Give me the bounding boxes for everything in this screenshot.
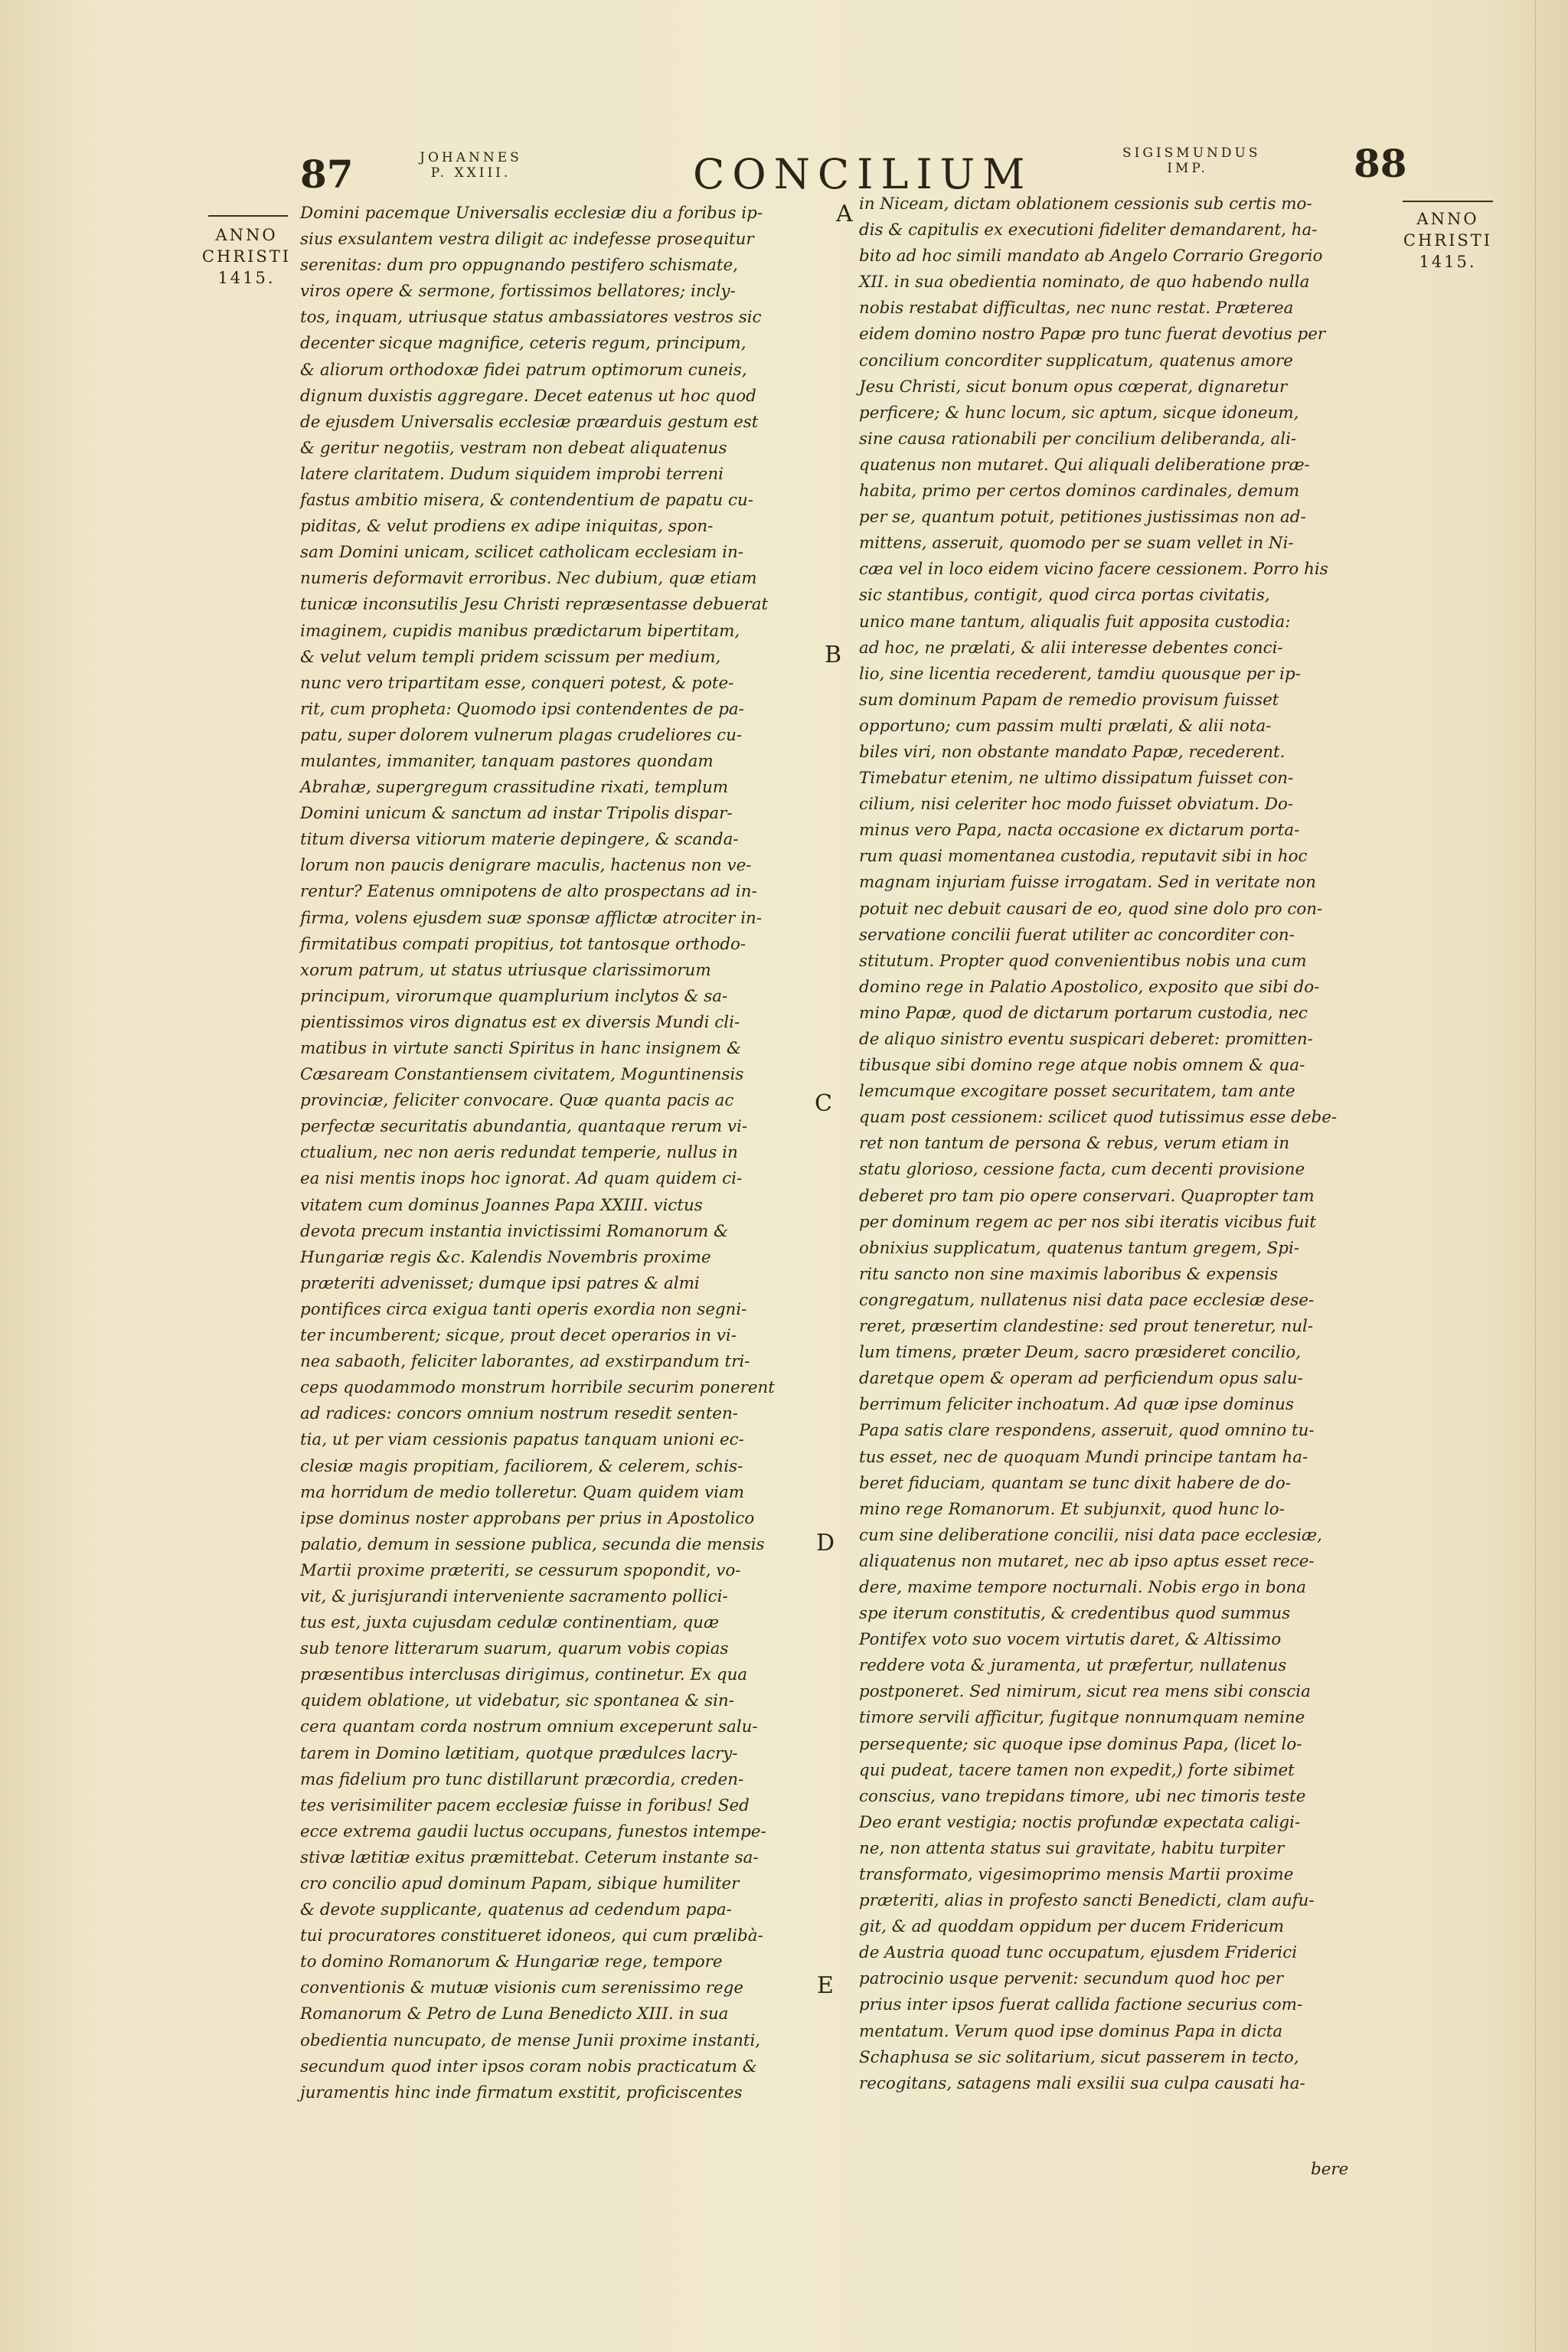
text-line: ea nisi mentis inops hoc ignorat. Ad quam quidem ci- <box>300 1169 743 1189</box>
running-head-line: SIGISMUNDUS <box>1122 145 1261 161</box>
text-line: patrocinio usque pervenit: secundum quod hoc per <box>859 1969 1284 1989</box>
text-line: ter incumberent; sicque, prout decet operarios in vi- <box>300 1326 737 1346</box>
text-line: ctualium, nec non aeris redundat temperie, nullus in <box>300 1143 738 1163</box>
text-line: Romanorum & Petro de Luna Benedicto XIII. in sua <box>300 2004 729 2024</box>
text-line: obnixius supplicatum, quatenus tantum gregem, Spi- <box>859 1238 1300 1258</box>
text-line: eidem domino nostro Papæ pro tunc fuerat devotius per <box>859 325 1326 345</box>
text-line: tia, ut per viam cessionis papatus tanquam unioni ec- <box>300 1430 744 1450</box>
text-line: quam post cessionem: scilicet quod tutissimus esse debe- <box>859 1108 1338 1128</box>
margin-note-line: CHRISTI <box>1403 231 1493 250</box>
text-line: devota precum instantia invictissimi Romanorum & <box>300 1221 729 1241</box>
section-letter-d: D <box>816 1530 835 1557</box>
text-line: piditas, & velut prodiens ex adipe iniquitas, spon- <box>300 517 714 537</box>
text-line: firmitatibus compati propitius, tot tantosque orthodo- <box>300 934 746 954</box>
left-page-number: 87 <box>300 152 354 197</box>
right-margin-year-note <box>1398 208 1498 273</box>
text-line: vit, & jurisjurandi interveniente sacramento pollici- <box>300 1586 728 1606</box>
text-line: Abrahæ, supergregum crassitudine rixati, templum <box>300 778 729 798</box>
text-line: beret fiduciam, quantam se tunc dixit habere de do- <box>859 1473 1291 1493</box>
text-line: dere, maxime tempore nocturnali. Nobis ergo in bona <box>859 1577 1307 1597</box>
text-line: & devote supplicante, quatenus ad cedendum papa- <box>300 1900 732 1920</box>
text-line: principum, virorumque quamplurium inclytos & sa- <box>300 986 728 1006</box>
text-line: xorum patrum, ut status utriusque clarissimorum <box>300 960 711 980</box>
text-line: nunc vero tripartitam esse, conqueri potest, & pote- <box>300 673 734 693</box>
margin-note-line: CHRISTI <box>201 247 292 266</box>
text-line: minus vero Papa, nacta occasione ex dictarum porta- <box>859 821 1300 841</box>
text-line: de Austria quoad tunc occupatum, ejusdem Friderici <box>859 1943 1298 1963</box>
text-line: magnam injuriam fuisse irrogatam. Sed in veritate non <box>859 873 1316 893</box>
text-line: sine causa rationabili per concilium deliberanda, ali- <box>859 429 1297 449</box>
section-letter-c: C <box>815 1090 832 1117</box>
text-line: tui procuratores constitueret idoneos, qui cum prælibà- <box>300 1926 763 1946</box>
text-line: tunicæ inconsutilis Jesu Christi repræsentasse debuerat <box>300 595 769 615</box>
text-line: ma horridum de medio tolleretur. Quam quidem viam <box>300 1482 745 1502</box>
text-line: Domini pacemque Universalis ecclesiæ diu a foribus ip- <box>300 204 763 223</box>
text-line: unico mane tantum, aliqualis fuit apposita custodia: <box>859 612 1291 632</box>
text-line: ne, non attenta status sui gravitate, habitu turpiter <box>859 1838 1285 1858</box>
right-margin-rule <box>1403 201 1493 202</box>
text-line: latere claritatem. Dudum siquidem improbi terreni <box>300 464 724 484</box>
text-line: fastus ambitio misera, & contendentium de papatu cu- <box>300 491 753 511</box>
text-line: cera quantam corda nostrum omnium exceperunt salu- <box>300 1717 758 1737</box>
text-line: cilium, nisi celeriter hoc modo fuisset obviatum. Do- <box>859 795 1294 815</box>
text-line: præteriti, alias in profesto sancti Benedicti, clam aufu- <box>859 1891 1315 1911</box>
text-line: mino rege Romanorum. Et subjunxit, quod hunc lo- <box>859 1499 1285 1519</box>
left-margin-year-note <box>201 224 292 289</box>
text-line: berrimum feliciter inchoatum. Ad quæ ipse dominus <box>859 1395 1294 1415</box>
text-line: firma, volens ejusdem suæ sponsæ afflictæ atrociter in- <box>300 908 763 928</box>
text-line: mentatum. Verum quod ipse dominus Papa in dicta <box>859 2021 1283 2041</box>
text-line: sius exsulantem vestra diligit ac indefesse prosequitur <box>300 230 754 250</box>
margin-note-line: 1415. <box>1419 253 1477 271</box>
text-line: ret non tantum de persona & rebus, verum etiam in <box>859 1134 1290 1154</box>
text-line: to domino Romanorum & Hungariæ rege, tempore <box>300 1952 723 1972</box>
text-line: dignum duxistis aggregare. Decet eatenus ut hoc quod <box>300 386 756 406</box>
text-line: & velut velum templi pridem scissum per medium, <box>300 647 721 667</box>
text-line: sub tenore litterarum suarum, quarum vobis copias <box>300 1639 729 1659</box>
margin-note-line: ANNO <box>1416 210 1479 228</box>
text-line: mulantes, immaniter, tanquam pastores quondam <box>300 751 714 771</box>
text-line: lorum non paucis denigrare maculis, hactenus non ve- <box>300 856 752 876</box>
text-line: tos, inquam, utriusque status ambassiatores vestros sic <box>300 308 762 328</box>
text-line: Cæsaream Constantiensem civitatem, Moguntinensis <box>300 1065 744 1085</box>
text-line: clesiæ magis propitiam, faciliorem, & celerem, schis- <box>300 1456 743 1476</box>
text-line: prius inter ipsos fuerat callida factione securius com- <box>859 1995 1303 2015</box>
text-line: rentur? Eatenus omnipotens de alto prospectans ad in- <box>300 882 757 902</box>
text-line: & geritur negotiis, vestram non debeat aliquatenus <box>300 438 727 458</box>
text-line: XII. in sua obedientia nominato, de quo habendo nulla <box>859 273 1310 292</box>
text-line: de ejusdem Universalis ecclesiæ præarduis gestum est <box>300 412 759 432</box>
text-line: Pontifex voto suo vocem virtutis daret, & Altissimo <box>859 1630 1282 1650</box>
text-line: & aliorum orthodoxæ fidei patrum optimorum cuneis, <box>300 360 747 380</box>
text-line: conventionis & mutuæ visionis cum serenissimo rege <box>300 1978 744 1998</box>
text-line: præsentibus interclusas dirigimus, continetur. Ex qua <box>300 1665 748 1685</box>
section-letter-e: E <box>817 1972 834 1999</box>
text-line: domino rege in Palatio Apostolico, exposito que sibi do- <box>859 977 1320 997</box>
text-line: vitatem cum dominus Joannes Papa XXIII. victus <box>300 1195 703 1215</box>
text-line: lio, sine licentia recederent, tamdiu quousque per ip- <box>859 664 1301 684</box>
text-line: provinciæ, feliciter convocare. Quæ quanta pacis ac <box>300 1091 734 1111</box>
text-line: stivæ lætitiæ exitus præmittebat. Ceterum instante sa- <box>300 1847 759 1867</box>
text-line: sam Domini unicam, scilicet catholicam ecclesiam in- <box>300 543 744 563</box>
text-line: tus est, juxta cujusdam cedulæ continentiam, quæ <box>300 1613 720 1633</box>
text-line: matibus in virtute sancti Spiritus in hanc insignem & <box>300 1039 742 1058</box>
text-line: tarem in Domino lætitiam, quotque prædulces lacry- <box>300 1743 738 1763</box>
text-line: qui pudeat, tacere tamen non expedit,) forte sibimet <box>859 1760 1295 1780</box>
text-line: juramentis hinc inde firmatum exstitit, proficiscentes <box>300 2082 743 2102</box>
text-line: imaginem, cupidis manibus prædictarum bipertitam, <box>300 621 740 641</box>
text-line: lum timens, præter Deum, sacro præsideret concilio, <box>859 1343 1302 1363</box>
text-line: perfectæ securitatis abundantia, quantaque rerum vi- <box>300 1117 748 1137</box>
text-line: git, & ad quoddam oppidum per ducem Fridericum <box>859 1917 1284 1937</box>
margin-note-line: 1415. <box>217 269 276 287</box>
text-line: persequente; sic quoque ipse dominus Papa, (licet lo- <box>859 1734 1302 1754</box>
text-line: mino Papæ, quod de dictarum portarum custodia, nec <box>859 1003 1308 1023</box>
text-line: habita, primo per certos dominos cardinales, demum <box>859 482 1300 501</box>
left-running-head <box>413 150 528 181</box>
text-line: aliquatenus non mutaret, nec ab ipso aptus esset rece- <box>859 1551 1315 1571</box>
page-title: CONCILIUM <box>693 150 1033 198</box>
text-line: dis & capitulis ex executioni fideliter demandarent, ha- <box>859 220 1318 240</box>
text-line: titum diversa vitiorum materie depingere, & scanda- <box>300 830 739 850</box>
text-line: in Niceam, dictam oblationem cessionis sub certis mo- <box>859 194 1312 214</box>
text-line: spe iterum constitutis, & credentibus quod summus <box>859 1604 1291 1624</box>
text-line: Domini unicum & sanctum ad instar Tripolis dispar- <box>300 804 733 824</box>
text-line: tus esset, nec de quoquam Mundi principe tantam ha- <box>859 1447 1308 1467</box>
text-line: statu glorioso, cessione facta, cum decenti provisione <box>859 1160 1305 1180</box>
running-head-line: IMP. <box>1167 161 1208 176</box>
text-line: mas fidelium pro tunc distillarunt præcordia, creden- <box>300 1769 744 1789</box>
text-line: reret, præsertim clandestine: sed prout teneretur, nul- <box>859 1317 1314 1337</box>
running-head-line: JOHANNES <box>420 150 522 165</box>
text-line: concilium concorditer supplicatum, quatenus amore <box>859 351 1293 371</box>
text-line: quidem oblatione, ut videbatur, sic spontanea & sin- <box>300 1691 734 1711</box>
text-line: cæa vel in loco eidem vicino facere cessionem. Porro his <box>859 560 1328 580</box>
text-line: obedientia nuncupato, de mense Junii proxime instanti, <box>300 2030 761 2050</box>
text-line: bito ad hoc simili mandato ab Angelo Corrario Gregorio <box>859 247 1323 266</box>
text-line: timore servili afficitur, fugitque nonnumquam nemine <box>859 1708 1305 1728</box>
text-line: ceps quodammodo monstrum horribile securim ponerent <box>300 1378 775 1398</box>
text-line: recogitans, satagens mali exsilii sua culpa causati ha- <box>859 2073 1305 2093</box>
text-line: de aliquo sinistro eventu suspicari deberet: promitten- <box>859 1030 1313 1049</box>
text-line: per dominum regem ac per nos sibi iteratis vicibus fuit <box>859 1212 1316 1232</box>
right-running-head <box>1122 145 1261 176</box>
left-margin-rule <box>208 215 288 217</box>
text-line: congregatum, nullatenus nisi data pace ecclesiæ dese- <box>859 1290 1315 1310</box>
text-line: lemcumque excogitare posset securitatem, tam ante <box>859 1082 1295 1102</box>
text-line: præteriti advenisset; dumque ipsi patres & almi <box>300 1273 700 1293</box>
running-head-line: P. XXIII. <box>430 165 511 181</box>
text-line: rum quasi momentanea custodia, reputavit sibi in hoc <box>859 847 1308 867</box>
text-line: Jesu Christi, sicut bonum opus cœperat, dignaretur <box>859 377 1288 397</box>
text-line: sic stantibus, contigit, quod circa portas civitatis, <box>859 586 1270 606</box>
section-letter-a: A <box>836 201 853 227</box>
text-line: potuit nec debuit causari de eo, quod sine dolo pro con- <box>859 899 1323 919</box>
right-page-number: 88 <box>1354 141 1407 186</box>
text-line: decenter sicque magnifice, ceteris regum, principum, <box>300 334 746 354</box>
catchword: bere <box>1311 2160 1349 2179</box>
text-line: ad hoc, ne prælati, & alii interesse debentes conci- <box>859 638 1283 658</box>
text-line: postponeret. Sed nimirum, sicut rea mens sibi conscia <box>859 1682 1311 1702</box>
text-line: mittens, asseruit, quomodo per se suam vellet in Ni- <box>859 534 1294 554</box>
text-line: nea sabaoth, feliciter laborantes, ad exstirpandum tri- <box>300 1352 750 1372</box>
text-line: cum sine deliberatione concilii, nisi data pace ecclesiæ, <box>859 1525 1322 1545</box>
text-line: daretque opem & operam ad perficiendum opus salu- <box>859 1369 1303 1389</box>
text-line: nobis restabat difficultas, nec nunc restat. Præterea <box>859 299 1294 318</box>
text-line: tes verisimiliter pacem ecclesiæ fuisse in foribus! Sed <box>300 1795 750 1815</box>
text-line: ecce extrema gaudii luctus occupans, funestos intempe- <box>300 1821 766 1841</box>
text-line: rit, cum propheta: Quomodo ipsi contendentes de pa- <box>300 699 744 719</box>
text-line: pontifices circa exigua tanti operis exordia non segni- <box>300 1299 747 1319</box>
text-line: sum dominum Papam de remedio provisum fuisset <box>859 690 1279 710</box>
text-line: Hungariæ regis &c. Kalendis Novembris proxime <box>300 1247 711 1267</box>
text-line: stitutum. Propter quod convenientibus nobis una cum <box>859 951 1307 971</box>
text-line: transformato, vigesimoprimo mensis Martii proxime <box>859 1865 1294 1884</box>
left-text-column <box>300 201 809 2106</box>
text-line: viros opere & sermone, fortissimos bellatores; incly- <box>300 282 736 302</box>
text-line: Papa satis clare respondens, asseruit, quod omnino tu- <box>859 1421 1315 1441</box>
text-line: per se, quantum potuit, petitiones justissimas non ad- <box>859 508 1306 528</box>
text-line: secundum quod inter ipsos coram nobis practicatum & <box>300 2056 757 2076</box>
text-line: ad radices: concors omnium nostrum resedit senten- <box>300 1404 738 1424</box>
text-line: Schaphusa se sic solitarium, sicut passerem in tecto, <box>859 2047 1299 2067</box>
text-line: servatione concilii fuerat utiliter ac concorditer con- <box>859 925 1295 945</box>
right-text-column <box>859 191 1395 2097</box>
text-line: Timebatur etenim, ne ultimo dissipatum fuisset con- <box>859 769 1294 789</box>
text-line: ipse dominus noster approbans per prius in Apostolico <box>300 1508 755 1528</box>
text-line: cro concilio apud dominum Papam, sibique humiliter <box>300 1874 740 1893</box>
text-line: opportuno; cum passim multi prælati, & alii nota- <box>859 716 1272 736</box>
text-line: tibusque sibi domino rege atque nobis omnem & qua- <box>859 1056 1305 1076</box>
text-line: perficere; & hunc locum, sic aptum, sicque idoneum, <box>859 403 1299 423</box>
text-line: quatenus non mutaret. Qui aliquali deliberatione præ- <box>859 455 1310 475</box>
text-line: palatio, demum in sessione publica, secunda die mensis <box>300 1534 765 1554</box>
page-edge <box>1535 0 1536 2352</box>
text-line: conscius, vano trepidans timore, ubi nec timoris teste <box>859 1786 1306 1806</box>
text-line: pientissimos viros dignatus est ex diversis Mundi cli- <box>300 1012 740 1032</box>
text-line: Martii proxime præteriti, se cessurum spopondit, vo- <box>300 1560 741 1580</box>
text-line: serenitas: dum pro oppugnando pestifero schismate, <box>300 256 738 276</box>
text-line: biles viri, non obstante mandato Papæ, recederent. <box>859 742 1285 762</box>
text-line: patu, super dolorem vulnerum plagas crudeliores cu- <box>300 725 743 745</box>
section-letter-b: B <box>825 642 842 668</box>
margin-note-line: ANNO <box>215 226 278 244</box>
text-line: reddere vota & juramenta, ut præfertur, nullatenus <box>859 1656 1287 1676</box>
text-line: Deo erant vestigia; noctis profundæ expectata caligi- <box>859 1812 1301 1832</box>
text-line: deberet pro tam pio opere conservari. Quapropter tam <box>859 1186 1315 1206</box>
text-line: numeris deformavit erroribus. Nec dubium, quæ etiam <box>300 569 757 589</box>
text-line: ritu sancto non sine maximis laboribus & expensis <box>859 1264 1279 1284</box>
